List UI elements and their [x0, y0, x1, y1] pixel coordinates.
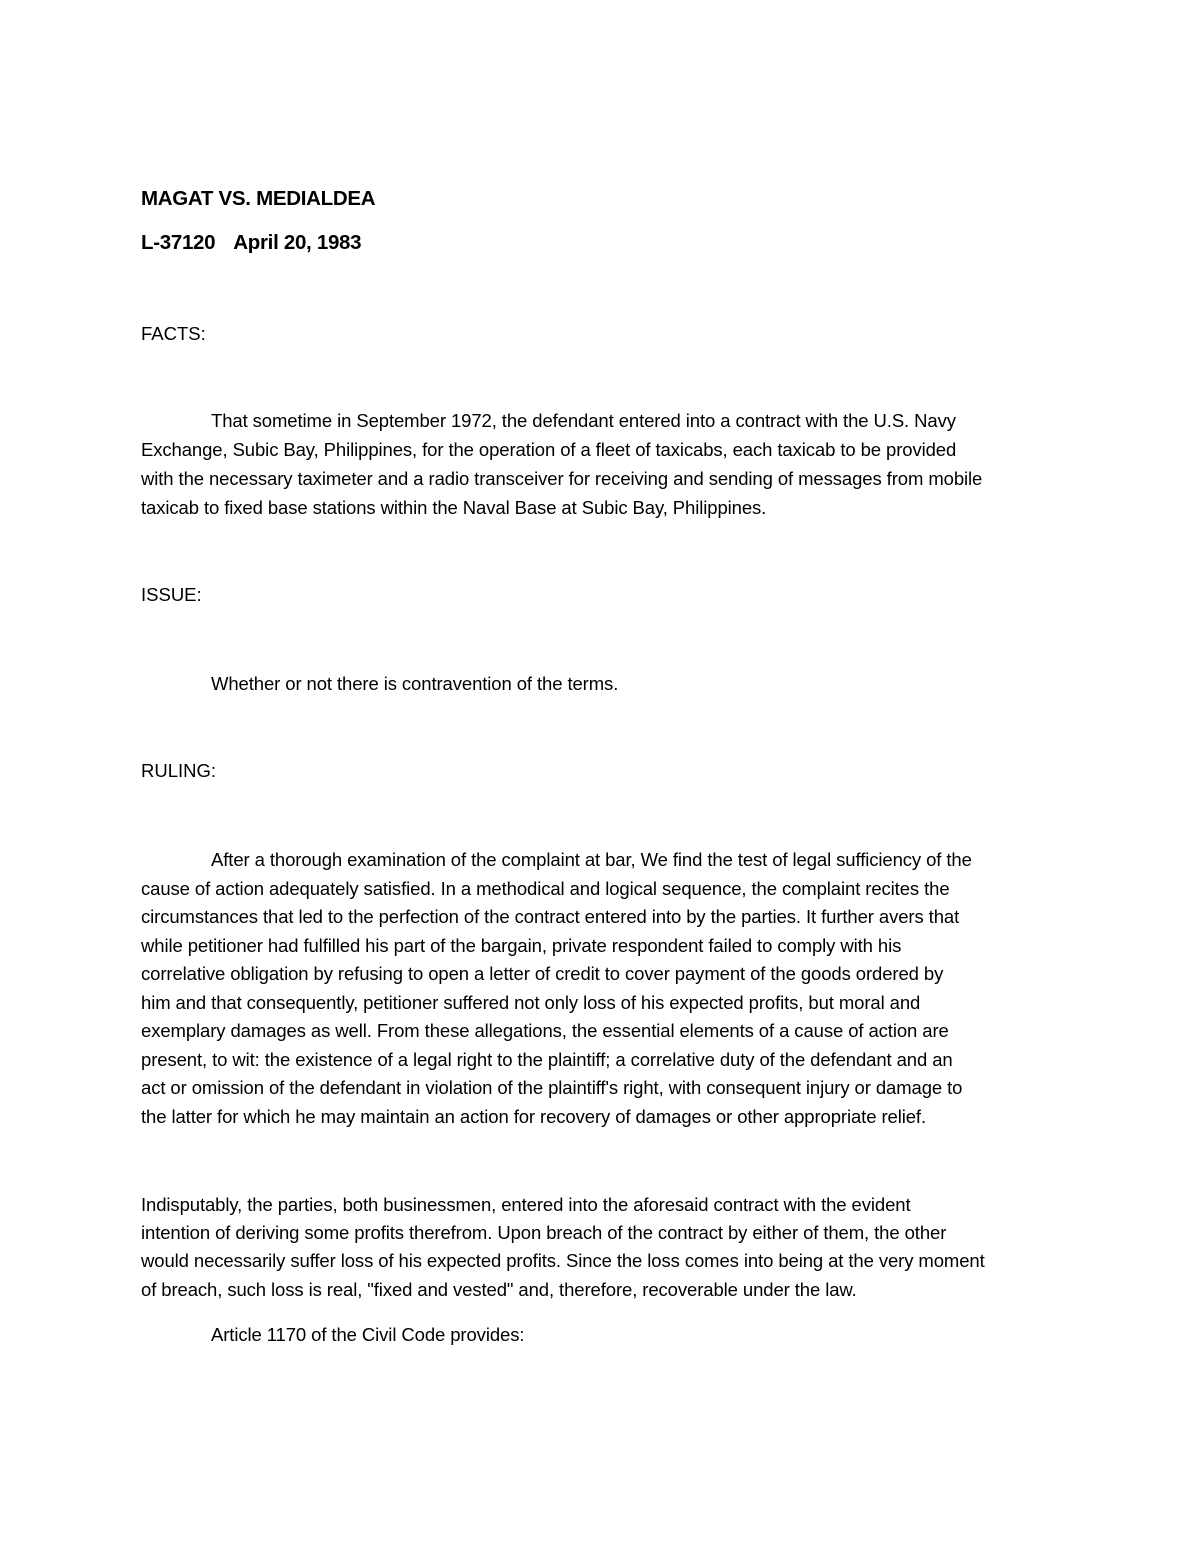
ruling-line: After a thorough examination of the complaint at bar, We find the test of legal sufficiency of the — [211, 849, 972, 870]
ruling-line: circumstances that led to the perfection of the contract entered into by the parties. It further avers that — [141, 906, 960, 927]
issue-heading: ISSUE: — [141, 584, 202, 605]
ruling-line: exemplary damages as well. From these allegations, the essential elements of a cause of action are — [141, 1020, 949, 1041]
ruling-line: present, to wit: the existence of a legal right to the plaintiff; a correlative duty of the defendant and an — [141, 1049, 953, 1070]
facts-line: taxicab to fixed base stations within the Naval Base at Subic Bay, Philippines. — [141, 497, 767, 518]
article-reference: Article 1170 of the Civil Code provides: — [211, 1324, 525, 1345]
ruling-line: while petitioner had fulfilled his part of the bargain, private respondent failed to comply with his — [141, 935, 902, 956]
case-number: L-37120 — [141, 231, 216, 254]
document-title: MAGAT VS. MEDIALDEA — [141, 187, 376, 210]
ruling-line: him and that consequently, petitioner suffered not only loss of his expected profits, but moral and — [141, 992, 921, 1013]
facts-line: That sometime in September 1972, the defendant entered into a contract with the U.S. Navy — [211, 410, 956, 431]
ruling-line: Indisputably, the parties, both businessmen, entered into the aforesaid contract with the evident — [141, 1194, 911, 1215]
ruling-heading: RULING: — [141, 760, 217, 781]
ruling-line: intention of deriving some profits therefrom. Upon breach of the contract by either of them, the other — [141, 1222, 947, 1243]
facts-heading: FACTS: — [141, 323, 206, 344]
case-reference — [141, 230, 361, 256]
facts-line: with the necessary taximeter and a radio transceiver for receiving and sending of messages from mobile — [141, 468, 983, 489]
facts-line: Exchange, Subic Bay, Philippines, for the operation of a fleet of taxicabs, each taxicab to be provided — [141, 439, 957, 460]
ruling-line: would necessarily suffer loss of his expected profits. Since the loss comes into being at the very moment — [141, 1250, 985, 1271]
ruling-line: the latter for which he may maintain an action for recovery of damages or other appropriate relief. — [141, 1106, 926, 1127]
issue-text: Whether or not there is contravention of the terms. — [211, 673, 619, 694]
ruling-line: correlative obligation by refusing to open a letter of credit to cover payment of the goods ordered by — [141, 963, 944, 984]
case-date: April 20, 1983 — [233, 231, 362, 254]
ruling-line: act or omission of the defendant in violation of the plaintiff's right, with consequent injury or damage to — [141, 1077, 963, 1098]
ruling-line: of breach, such loss is real, "fixed and vested" and, therefore, recoverable under the law. — [141, 1279, 857, 1300]
ruling-line: cause of action adequately satisfied. In a methodical and logical sequence, the complaint recites the — [141, 878, 950, 899]
